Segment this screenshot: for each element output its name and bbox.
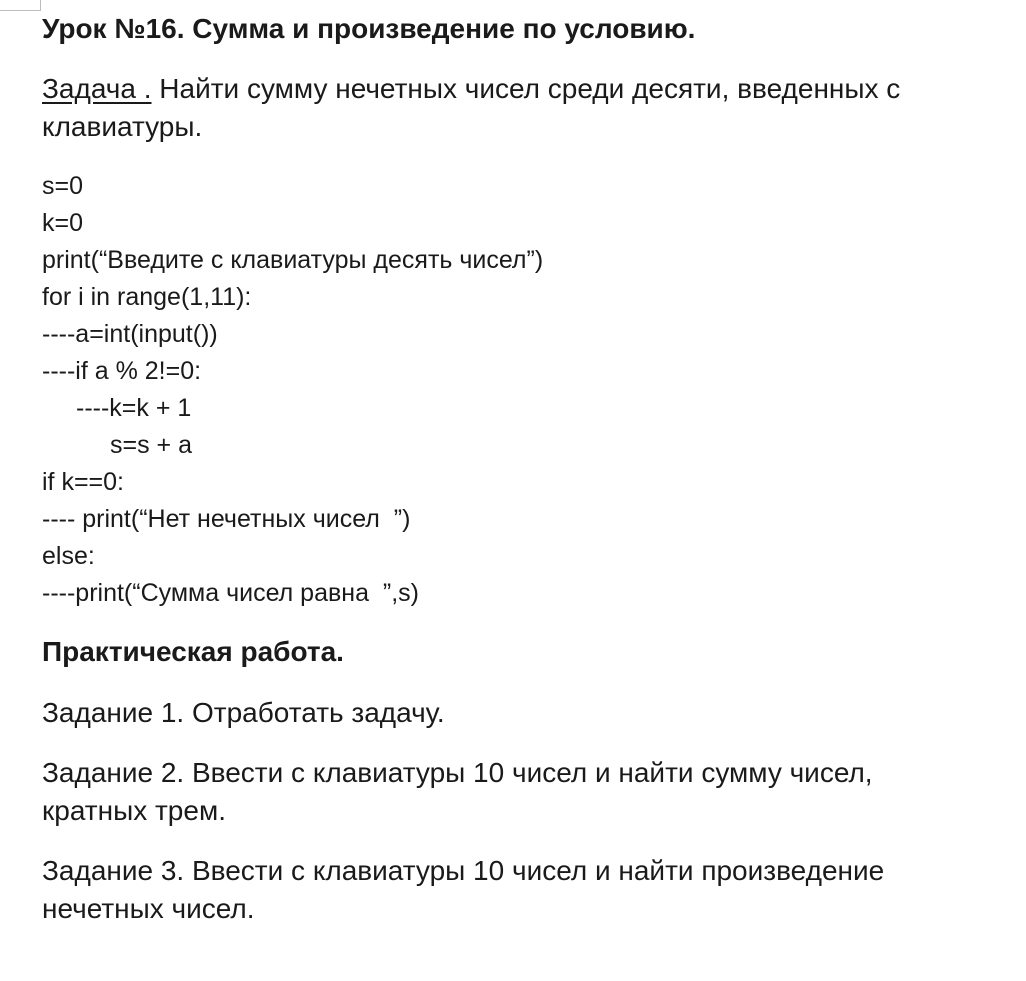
task-text: Найти сумму нечетных чисел среди десяти, введенных с клавиатуры. <box>42 73 901 142</box>
code-line: s=0 <box>42 172 84 200</box>
assignment-2: Задание 2. Ввести с клавиатуры 10 чисел и найти сумму чисел, кратных трем. <box>42 757 873 826</box>
code-line: ----a=int(input()) <box>42 320 218 348</box>
code-line: s=s + a <box>110 431 192 459</box>
code-line: for i in range(1,11): <box>42 283 252 311</box>
code-line: ----print(“Сумма чисел равна ”,s) <box>42 579 419 607</box>
assignment-3: Задание 3. Ввести с клавиатуры 10 чисел и найти произведение нечетных чисел. <box>42 855 885 924</box>
task-statement <box>42 70 972 146</box>
code-line: k=0 <box>42 209 84 237</box>
code-line: if k==0: <box>42 468 124 496</box>
lesson-title: Урок №16. Сумма и произведение по условию. <box>42 13 696 44</box>
task-label: Задача . <box>42 73 152 104</box>
code-line: ----k=k + 1 <box>76 394 192 422</box>
code-line: ----if a % 2!=0: <box>42 357 202 385</box>
code-line: print(“Введите с клавиатуры десять чисел”) <box>42 246 544 274</box>
code-line: ---- print(“Нет нечетных чисел ”) <box>42 505 411 533</box>
page-corner-mark <box>0 0 41 11</box>
practical-work-heading: Практическая работа. <box>42 636 344 667</box>
assignment-1: Задание 1. Отработать задачу. <box>42 697 445 728</box>
code-block <box>42 168 543 612</box>
code-line: else: <box>42 542 95 570</box>
